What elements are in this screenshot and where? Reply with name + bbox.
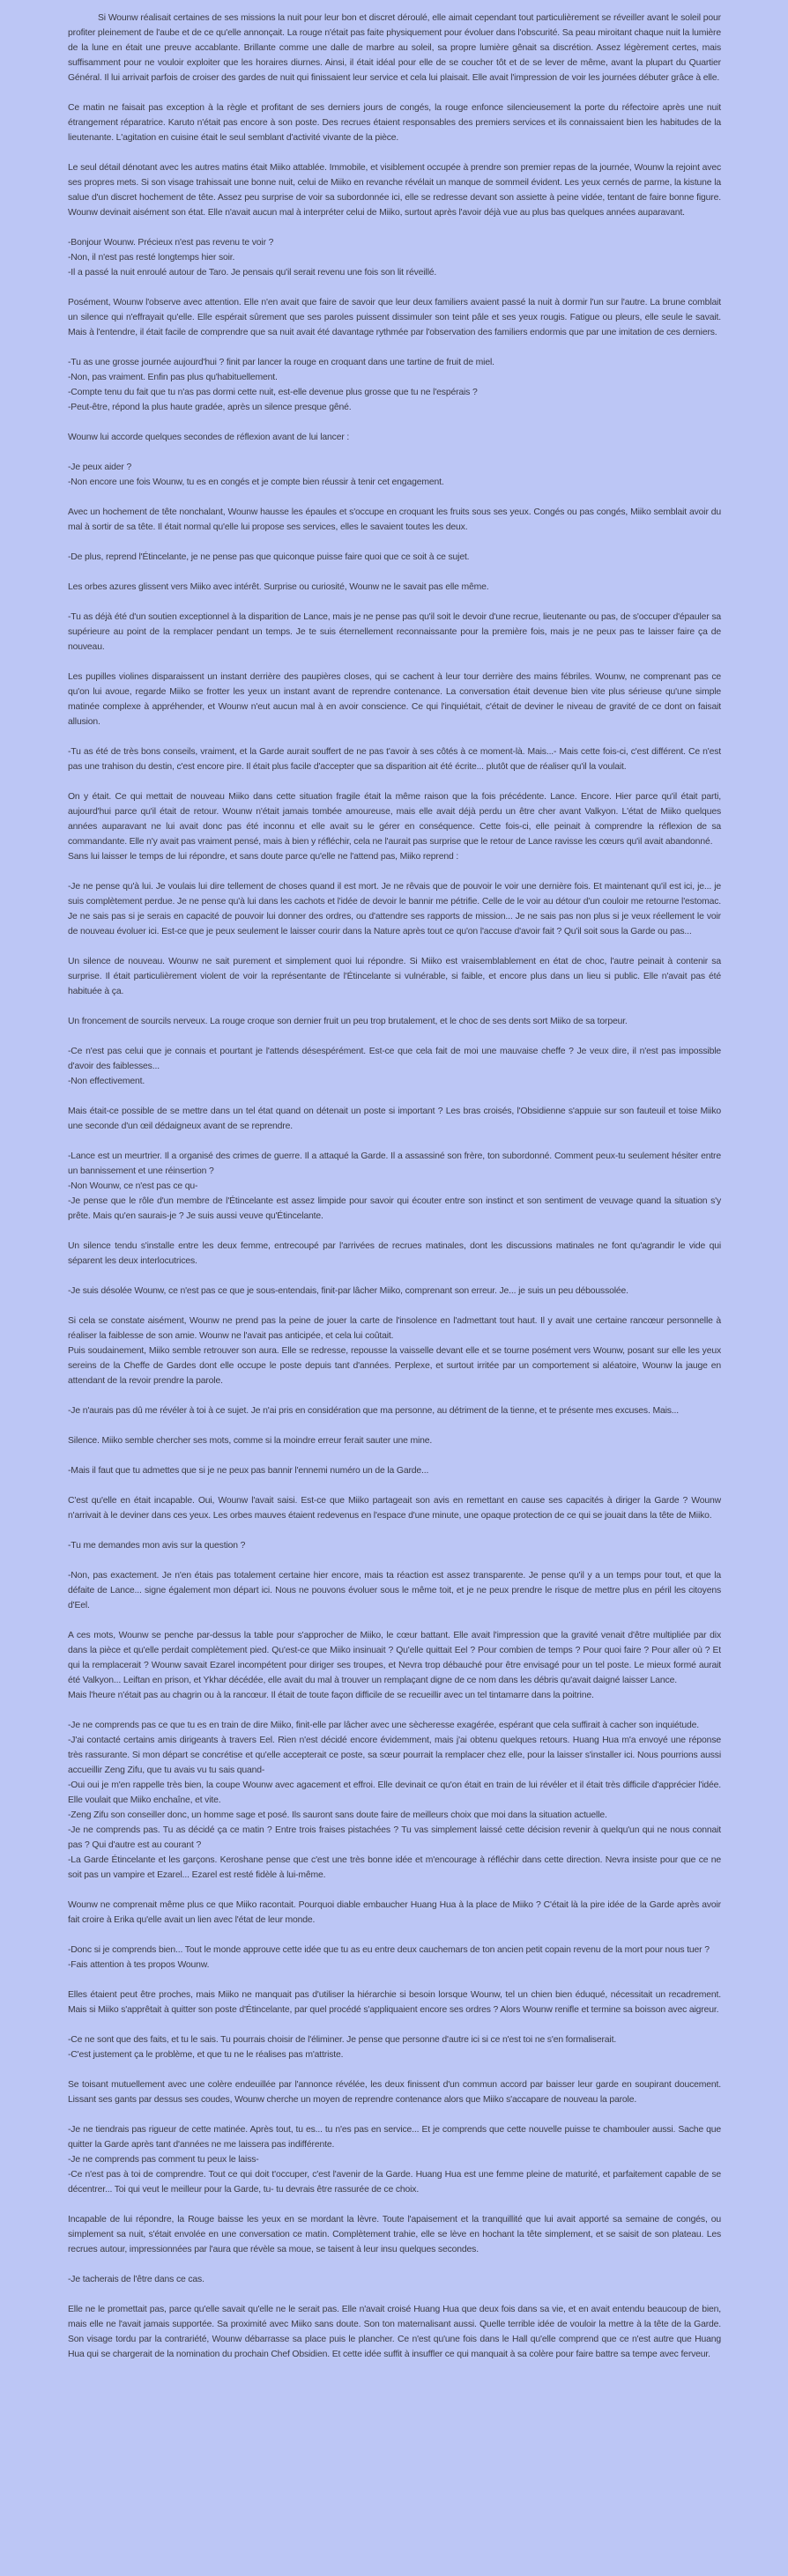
paragraph bbox=[68, 11, 721, 85]
paragraph-line: -Lance est un meurtrier. Il a organisé des crimes de guerre. Il a attaqué la Garde. Il a assassiné son frère, ton subordonné. Comment peux-tu seulement hésiter entre un bannissement et une réinsertion ? bbox=[68, 1151, 721, 1176]
paragraph bbox=[68, 744, 721, 774]
paragraph-line: -Je ne comprends pas ce que tu es en train de dire Miiko, finit-elle par lâcher avec une sècheresse exagérée, espérant que cela suffirait à cacher son inquiétude. bbox=[68, 1721, 699, 1730]
paragraph bbox=[68, 1403, 721, 1418]
paragraph-line: -Ce n'est pas à toi de comprendre. Tout ce qui doit t'occuper, c'est l'avenir de la Garde. Huang Hua est une femme pleine de maturité, et parfaitement capable de se décentrer... Toi qui veut le meilleur pour la Garde, tu- tu devrais être rassurée de ce choix. bbox=[68, 2170, 721, 2195]
paragraph bbox=[68, 100, 721, 145]
paragraph-line: -Donc si je comprends bien... Tout le monde approuve cette idée que tu as eu entre deux cauchemars de ton ancien petit copain revenu de la mort pour nous tuer ? bbox=[68, 1945, 710, 1955]
paragraph-line: Elles étaient peut être proches, mais Miiko ne manquait pas d'utiliser la hiérarchie si besoin lorsque Wounw, tel un chien bien éduqué, nécessitait un recadrement. Mais si Miiko s'apprêtait à quitter son poste d'Étincelante, par quel procédé s'appliquaient encore ses ordres ? Alors Wounw renifle et termine sa boisson avec aigreur. bbox=[68, 1990, 721, 2015]
paragraph bbox=[68, 295, 721, 340]
paragraph bbox=[68, 789, 721, 864]
paragraph-line: Un froncement de sourcils nerveux. La rouge croque son dernier fruit un peu trop brutalement, et le choc de ses dents sort Miiko de sa torpeur. bbox=[68, 1017, 628, 1026]
paragraph bbox=[68, 1314, 721, 1388]
paragraph-line: -Je n'aurais pas dû me révéler à toi à ce sujet. Je n'ai pris en considération que ma personne, au détriment de la tienne, et te présente mes excuses. Mais... bbox=[68, 1406, 679, 1416]
paragraph-line: -Non Wounw, ce n'est pas ce qu- bbox=[68, 1181, 198, 1191]
paragraph bbox=[68, 2212, 721, 2257]
paragraph bbox=[68, 160, 721, 220]
paragraph bbox=[68, 670, 721, 729]
paragraph bbox=[68, 1538, 721, 1553]
paragraph bbox=[68, 2077, 721, 2107]
paragraph-line: C'est qu'elle en était incapable. Oui, Wounw l'avait saisi. Est-ce que Miiko partageait son avis en remettant en cause ses capacités à diriger la Garde ? Wounw n'arrivait à le deviner dans ces yeux. Les orbes mauves étaient redevenus en l'espace d'une minute, une opaque protection de ce qui se jouait dans la tête de Miiko. bbox=[68, 1496, 721, 1521]
paragraph bbox=[68, 550, 721, 565]
paragraph-line: -Je pense que le rôle d'un membre de l'Étincelante est assez limpide pour savoir qui écouter entre son instinct et son sentiment de veuvage quand la situation s'y prête. Mais qu'en saurais-je ? Je suis aussi veuve qu'Étincelante. bbox=[68, 1196, 721, 1221]
paragraph-line: Les pupilles violines disparaissent un instant derrière des paupières closes, qui se cachent à leur tour derrière des mains fébriles. Wounw, ne comprenant pas ce qu'on lui avoue, regarde Miiko se frotter les yeux un instant avant de reprendre contenance. La conversation était devenue bien vite plus sérieuse qu'une simple matinée complexe à appréhender, et Wounw n'eut aucun mal à en avoir conscience. Ce qui l'inquiétait, c'était de deviner le niveau de gravité de ce dont on faisait allusion. bbox=[68, 672, 721, 727]
paragraph-line: Se toisant mutuellement avec une colère endeuillée par l'annonce révélée, les deux finissent d'un commun accord par baisser leur garde en soupirant doucement. Lissant ses gants par dessus ses coudes, Wounw cherche un moyen de reprendre contenance alors que Miiko s'accapare de nouveau la parole. bbox=[68, 2080, 721, 2105]
paragraph bbox=[68, 235, 721, 280]
paragraph-line: -Je suis désolée Wounw, ce n'est pas ce que je sous-entendais, finit-par lâcher Miiko, comprenant son erreur. Je... je suis un peu déboussolée. bbox=[68, 1286, 628, 1296]
paragraph-line: Un silence de nouveau. Wounw ne sait purement et simplement quoi lui répondre. Si Miiko est vraisemblablement en état de choc, l'autre peinait à contenir sa surprise. Il était particulièrement violent de voir la représentante de l'Étincelante si vulnérable, si faible, et encore plus dans un lieu si public. Elle n'avait pas été habituée à ça. bbox=[68, 957, 721, 996]
paragraph bbox=[68, 1988, 721, 2017]
paragraph-line: -Non encore une fois Wounw, tu es en congés et je compte bien réussir à tenir cet engagement. bbox=[68, 477, 444, 487]
paragraph bbox=[68, 355, 721, 415]
paragraph-line: Silence. Miiko semble chercher ses mots, comme si la moindre erreur ferait sauter une mine. bbox=[68, 1436, 433, 1446]
paragraph-line: -Je ne comprends pas comment tu peux le laiss- bbox=[68, 2155, 259, 2165]
paragraph bbox=[68, 1628, 721, 1703]
paragraph-line: -Tu me demandes mon avis sur la question ? bbox=[68, 1541, 246, 1551]
paragraph-line: -Non, il n'est pas resté longtemps hier soir. bbox=[68, 253, 235, 263]
paragraph-line: Si cela se constate aisément, Wounw ne prend pas la peine de jouer la carte de l'insolence en l'admettant tout haut. Il y avait une certaine rancœur personnelle à réaliser la faiblesse de son amie. Wounw ne l'avait pas anticipée, et cela lui coûtait. bbox=[68, 1316, 721, 1341]
paragraph bbox=[68, 954, 721, 999]
paragraph-line: -Oui oui je m'en rappelle très bien, la coupe Wounw avec agacement et effroi. Elle devinait ce qu'on était en train de lui révéler et il était très difficile d'apprécier l'idée. Elle voulait que Miiko enchaîne, et vite. bbox=[68, 1780, 721, 1805]
paragraph-line: -Je ne tiendrais pas rigueur de cette matinée. Après tout, tu es... tu n'es pas en service... Et je comprends que cette nouvelle puisse te chambouler aussi. Sache que quitter la Garde après tant d'années ne me laissera pas indifférente. bbox=[68, 2125, 721, 2150]
paragraph-line: -Non, pas vraiment. Enfin pas plus qu'habituellement. bbox=[68, 373, 278, 382]
paragraph-line: -Il a passé la nuit enroulé autour de Taro. Je pensais qu'il serait revenu une fois son lit réveillé. bbox=[68, 268, 437, 278]
paragraph bbox=[68, 1433, 721, 1448]
paragraph-line: Elle ne le promettait pas, parce qu'elle savait qu'elle ne le serait pas. Elle n'avait croisé Huang Hua que deux fois dans sa vie, et en avait entendu beaucoup de bien, mais elle ne l'avait jamais supportée. Sa proximité avec Miiko sans doute. Son ton maternalisant aussi. Quelle terrible idée de vouloir la mettre à la tête de la Garde. Son visage tordu par la contrariété, Wounw débarrasse sa place puis le plancher. Ce n'est qu'une fois dans le Hall qu'elle comprend que ce n'est autre que Huang Hua qui se chargerait de la nomination du prochain Chef Obsidien. Et cette idée suffit à insuffler ce qui manquait à sa colère pour faire battre sa tempe avec ferveur. bbox=[68, 2305, 721, 2359]
paragraph-line: -Je ne comprends pas. Tu as décidé ça ce matin ? Entre trois fraises pistachées ? Tu vas simplement laissé cette décision revenir à quelqu'un qui ne nous connait pas ? Qui d'autre est au courant ? bbox=[68, 1825, 721, 1850]
paragraph-line: Mais était-ce possible de se mettre dans un tel état quand on détenait un poste si important ? Les bras croisés, l'Obsidienne s'appuie sur son fauteuil et toise Miiko une seconde d'un œil dédaigneux avant de se reprendre. bbox=[68, 1107, 721, 1131]
paragraph-line: Sans lui laisser le temps de lui répondre, et sans doute parce qu'elle ne l'attend pas, Miiko reprend : bbox=[68, 852, 459, 862]
paragraph-line: -Non, pas exactement. Je n'en étais pas totalement certaine hier encore, mais ta réaction est assez transparente. Je pense qu'il y a un temps pour tout, et que la défaite de Lance... signe également mon départ ici. Nous ne pouvons évoluer sous le même toit, et je ne peux prendre le risque de mettre plus en péril les citoyens d'Eel. bbox=[68, 1571, 721, 1610]
paragraph-line: Un silence tendu s'installe entre les deux femme, entrecoupé par l'arrivées de recrues matinales, dont les discussions matinales ne font qu'agrandir le vide qui séparent les deux interlocutrices. bbox=[68, 1241, 721, 1266]
paragraph-line: Avec un hochement de tête nonchalant, Wounw hausse les épaules et s'occupe en croquant les fruits sous ses yeux. Congés ou pas congés, Miiko semblait avoir du mal à sortir de sa tête. Il était normal qu'elle lui propose ses services, elles le savaient toutes les deux. bbox=[68, 507, 721, 532]
paragraph-line: -Fais attention à tes propos Wounw. bbox=[68, 1960, 210, 1970]
paragraph-line: -Je tacherais de l'être dans ce cas. bbox=[68, 2275, 204, 2284]
paragraph-line: Incapable de lui répondre, la Rouge baisse les yeux en se mordant la lèvre. Toute l'apaisement et la tranquillité que lui avait apporté sa semaine de congés, ou simplement sa nuit, s'était envolée en une conversation ce matin. Complètement trahie, elle se lève en hochant la tête simplement, et se saisit de son plateau. Les recrues autour, impressionnées par l'aura que révèle sa moue, se taisent à leur insu quelques secondes. bbox=[68, 2215, 721, 2254]
paragraph-line: -Tu as une grosse journée aujourd'hui ? finit par lancer la rouge en croquant dans une tartine de fruit de miel. bbox=[68, 358, 494, 367]
paragraph-line: -Je ne pense qu'à lui. Je voulais lui dire tellement de choses quand il est mort. Je ne rêvais que de pouvoir le voir une dernière fois. Et maintenant qu'il est ici, je... je suis complètement perdue. Je ne pense qu'à lui dans les cachots et l'idée de devoir le bannir me pétrifie. Celle de le voir au détour d'un couloir me retourne l'estomac. Je ne sais pas si je serais en capacité de pouvoir lui donner des ordres, ou d'attendre ses rapports de mission... Je ne sais pas non plus si je veux réellement le voir de nouveau évoluer ici. Est-ce que je peux seulement le laisser courir dans la Nature après tout ce qu'on l'accuse d'avoir fait ? Qu'il soit sous la Garde ou pas... bbox=[68, 882, 721, 936]
paragraph bbox=[68, 1898, 721, 1928]
paragraph bbox=[68, 430, 721, 445]
paragraph-line: Puis soudainement, Miiko semble retrouver son aura. Elle se redresse, repousse la vaisselle devant elle et se tourne posément vers Wounw, posant sur elle les yeux sereins de la Cheffe de Gardes dont elle occupe le poste depuis tant d'années. Perplexe, et surtout irritée par un comportement si aléatoire, Wounw la jauge en attendant de la revoir prendre la parole. bbox=[68, 1346, 721, 1386]
paragraph-line: On y était. Ce qui mettait de nouveau Miiko dans cette situation fragile était la même raison que la fois précédente. Lance. Encore. Hier parce qu'il était parti, aujourd'hui parce qu'il était de retour. Wounw n'était jamais tombée amoureuse, mais elle avait déjà perdu un être cher avant Valkyon. L'état de Miiko quelques années auparavant ne lui avait donc pas été inconnu et elle avait su le gérer en conséquence. Cette fois-ci, elle peinait à comprendre la réflexion de sa commandante. Elle n'y avait pas vraiment pensé, mais à bien y réfléchir, cela ne l'aurait pas surprise que le retour de Lance ravisse les cœurs qu'il avait abandonné. bbox=[68, 792, 721, 847]
paragraph-line: Mais l'heure n'était pas au chagrin ou à la rancœur. Il était de toute façon difficile de se recueillir avec un tel tintamarre dans la poitrine. bbox=[68, 1691, 594, 1700]
paragraph-line: -De plus, reprend l'Étincelante, je ne pense pas que quiconque puisse faire quoi que ce soit à ce sujet. bbox=[68, 552, 470, 562]
paragraph-line: Les orbes azures glissent vers Miiko avec intérêt. Surprise ou curiosité, Wounw ne le savait pas elle même. bbox=[68, 582, 489, 592]
paragraph-line: -Bonjour Wounw. Précieux n'est pas revenu te voir ? bbox=[68, 238, 274, 248]
paragraph bbox=[68, 2272, 721, 2287]
paragraph-line: -Non effectivement. bbox=[68, 1077, 145, 1086]
paragraph bbox=[68, 1943, 721, 1973]
paragraph-line: Posément, Wounw l'observe avec attention. Elle n'en avait que faire de savoir que leur deux familiers avaient passé la nuit à dormir l'un sur l'autre. La brune comblait un silence qui n'effrayait qu'elle. Elle espérait sûrement que ses paroles puissent dissimuler son teint pâle et ses yeux rougis. Fatigue ou pleurs, elle seule le savait. Mais à l'entendre, il était facile de comprendre que sa nuit avait été davantage rythmée par l'observation des familiers endormis que par une imitation de ces derniers. bbox=[68, 298, 721, 337]
paragraph-line: Le seul détail dénotant avec les autres matins était Miiko attablée. Immobile, et visiblement occupée à prendre son premier repas de la journée, Wounw la rejoint avec ses propres mets. Si son visage trahissait une bonne nuit, celui de Miiko en revanche révélait un manque de sommeil évident. Les yeux cernés de parme, la kistune la salue d'un discret hochement de tête. Assez peu surprise de voir sa subordonnée ici, elle se redresse devant son assiette à peine vidée, tentant de faire bonne figure. Wounw devinait aisément son état. Elle n'avait aucun mal à interpréter celui de Miiko, surtout après l'avoir déjà vue au plus bas quelques années auparavant. bbox=[68, 163, 721, 218]
paragraph bbox=[68, 1014, 721, 1029]
paragraph-line: Wounw lui accorde quelques secondes de réflexion avant de lui lancer : bbox=[68, 433, 350, 442]
paragraph-line: -J'ai contacté certains amis dirigeants à travers Eel. Rien n'est décidé encore évidemment, mais j'ai obtenu quelques retours. Huang Hua m'a envoyé une réponse très rassurante. Si mon départ se concrétise et qu'elle accepterait ce poste, sa sœur pourrait la remplacer chez elle, pour la laisser s'installer ici. Nous pourrions aussi accueillir Zeng Zifu, que tu avais vu tu sais quand- bbox=[68, 1736, 721, 1775]
paragraph-line: -Tu as été de très bons conseils, vraiment, et la Garde aurait souffert de ne pas t'avoir à ses côtés à ce moment-là. Mais...- Mais cette fois-ci, c'est différent. Ce n'est pas une trahison du destin, c'est encore pire. Il était plus facile d'accepter que sa disparition ait été écrite... plutôt que de réaliser qu'il la voulait. bbox=[68, 747, 721, 772]
paragraph bbox=[68, 1044, 721, 1089]
paragraph-line: -Peut-être, répond la plus haute gradée, après un silence presque gêné. bbox=[68, 403, 352, 412]
paragraph-line: -Tu as déjà été d'un soutien exceptionnel à la disparition de Lance, mais je ne pense pas qu'il soit le devoir d'une recrue, lieutenante ou pas, de s'occuper d'épauler sa supérieure au point de la remplacer pendant un temps. Je te suis éternellement reconnaissante pour la première fois, mais je ne peux pas te laisser faire ça de nouveau. bbox=[68, 612, 721, 652]
paragraph-line: -La Garde Étincelante et les garçons. Keroshane pense que c'est une très bonne idée et m'encourage à réfléchir dans cette direction. Nevra insiste pour que ce ne soit pas un vampire et Ezarel... Ezarel est resté fidèle à lui-même. bbox=[68, 1855, 721, 1880]
paragraph bbox=[68, 2302, 721, 2362]
paragraph bbox=[68, 580, 721, 595]
paragraph bbox=[68, 879, 721, 939]
paragraph bbox=[68, 1463, 721, 1478]
paragraph-line: Ce matin ne faisait pas exception à la règle et profitant de ses derniers jours de congés, la rouge enfonce silencieusement la porte du réfectoire après une nuit étrangement réparatrice. Karuto n'était pas encore à son poste. Des recrues étaient responsables des premiers services et ils connaissaient bien les habitudes de la lieutenante. L'agitation en cuisine était le seul semblant d'activité vivante de la pièce. bbox=[68, 103, 721, 143]
paragraph-line: -Ce n'est pas celui que je connais et pourtant je l'attends désespérément. Est-ce que cela fait de moi une mauvaise cheffe ? Je veux dire, il n'est pas impossible d'avoir des faiblesses... bbox=[68, 1047, 721, 1071]
story-text bbox=[68, 0, 721, 2395]
paragraph bbox=[68, 1718, 721, 1883]
paragraph bbox=[68, 1493, 721, 1523]
paragraph-line: -Ce ne sont que des faits, et tu le sais. Tu pourrais choisir de l'éliminer. Je pense que personne d'autre ici si ce n'est toi ne s'en formaliserait. bbox=[68, 2035, 617, 2045]
paragraph-line: A ces mots, Wounw se penche par-dessus la table pour s'approcher de Miiko, le cœur battant. Elle avait l'impression que la gravité venait d'être multipliée par dix dans la pièce et qu'elle perdait complètement pied. Qu'est-ce que Miiko insinuait ? Qu'elle quittait Eel ? Pour combien de temps ? Pour quoi faire ? Pour aller où ? Et qui la remplacerait ? Wounw savait Ezarel incompétent pour diriger ses troupes, et Nevra trop débauché pour être envisagé pour un tel poste. Le mieux formé aurait été Valkyon... Leiftan en prison, et Ykhar décédée, elle avait du mal à trouver un remplaçant digne de ce nom dans les débris qu'avait daigné laisser Lance. bbox=[68, 1631, 721, 1685]
paragraph-line: -Je peux aider ? bbox=[68, 463, 132, 472]
paragraph bbox=[68, 1149, 721, 1224]
paragraph bbox=[68, 1104, 721, 1134]
paragraph bbox=[68, 2122, 721, 2197]
paragraph bbox=[68, 505, 721, 535]
paragraph bbox=[68, 1568, 721, 1613]
paragraph-line: -Compte tenu du fait que tu n'as pas dormi cette nuit, est-elle devenue plus grosse que tu ne l'espérais ? bbox=[68, 388, 478, 397]
paragraph-line: -Mais il faut que tu admettes que si je ne peux pas bannir l'ennemi numéro un de la Garde... bbox=[68, 1466, 429, 1476]
paragraph-line: Si Wounw réalisait certaines de ses missions la nuit pour leur bon et discret déroulé, elle aimait cependant tout particulièrement se réveiller avant le soleil pour profiter pleinement de l'aube et de ce qu'elle annonçait. La rouge n'était pas faite physiquement pour évoluer dans l'obscurité. Sa peau miroitant chaque nuit la lumière de la lune en était une preuve accablante. Brillante comme une dalle de marbre au soleil, sa propre lumière gênait sa discrétion. Assez légèrement certes, mais suffisamment pour ne vouloir exploiter que les horaires diurnes. Ainsi, il était idéal pour elle de se coucher tôt et de se lever de même, avant la plupart du Quartier Général. Il lui arrivait parfois de croiser des gardes de nuit qui finissaient leur service et cela lui plaisait. Elle avait l'impression de voir les journées débuter grâce à elle. bbox=[68, 13, 721, 83]
paragraph-line: Wounw ne comprenait même plus ce que Miiko racontait. Pourquoi diable embaucher Huang Hua à la place de Miiko ? C'était là la pire idée de la Garde après avoir fait croire à Erika qu'elle avait un lien avec l'état de leur monde. bbox=[68, 1900, 721, 1925]
paragraph bbox=[68, 2032, 721, 2062]
paragraph bbox=[68, 1239, 721, 1269]
paragraph bbox=[68, 1284, 721, 1299]
paragraph-line: -Zeng Zifu son conseiller donc, un homme sage et posé. Ils sauront sans doute faire de meilleurs choix que moi dans la situation actuelle. bbox=[68, 1810, 607, 1820]
paragraph bbox=[68, 460, 721, 490]
paragraph bbox=[68, 610, 721, 655]
paragraph-line: -C'est justement ça le problème, et que tu ne le réalises pas m'attriste. bbox=[68, 2050, 344, 2060]
